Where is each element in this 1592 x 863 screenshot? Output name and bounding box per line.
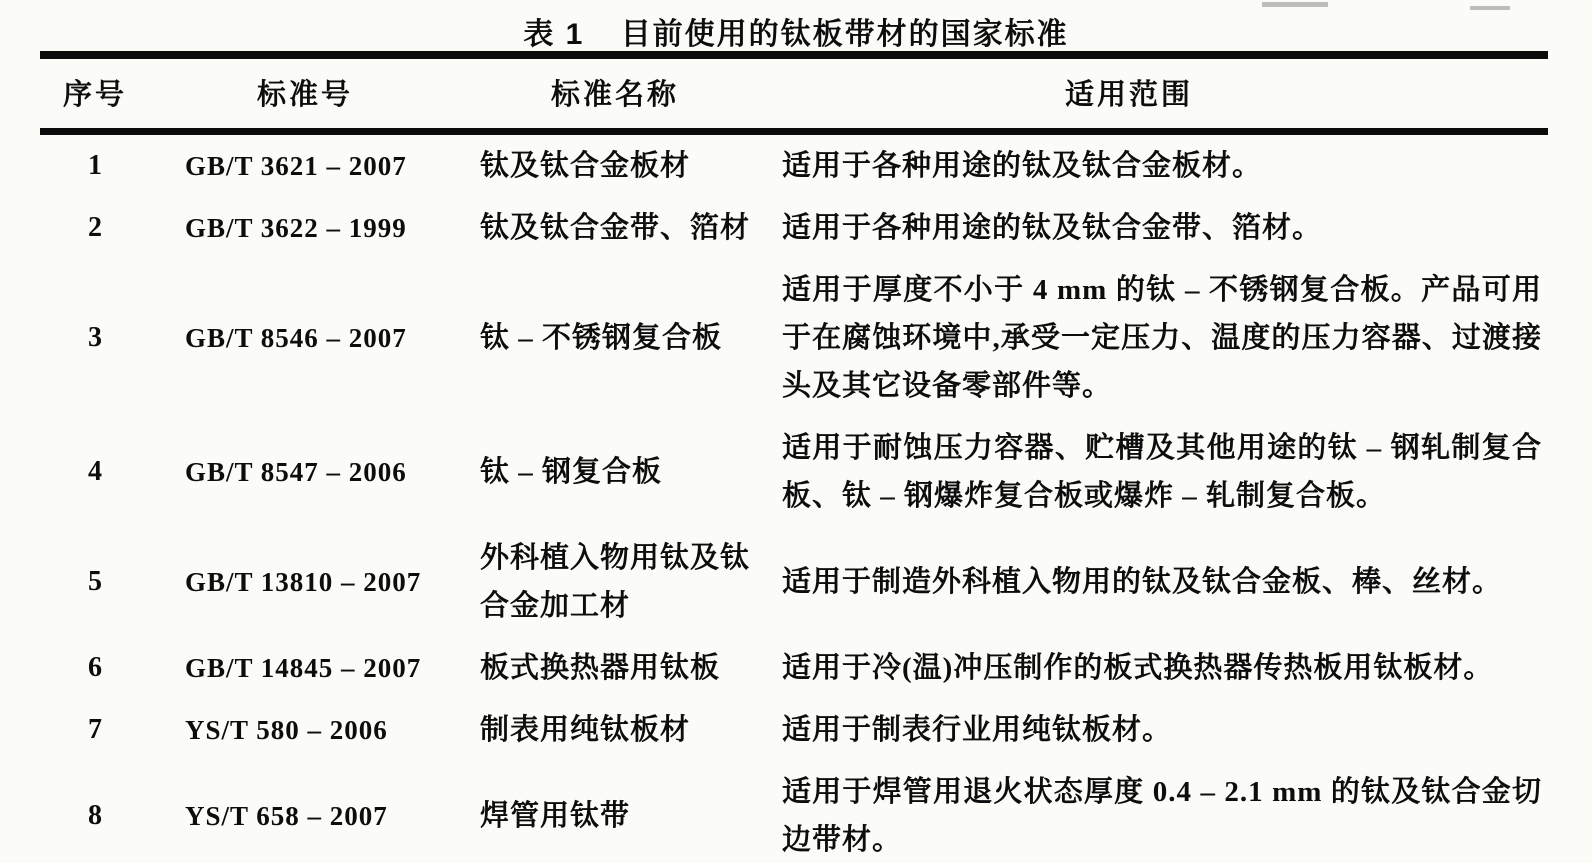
table-caption-label: 表 1 [523,18,585,51]
table-row [40,761,1548,863]
application-scope: 适用于耐蚀压力容器、贮槽及其他用途的钛 – 钢轧制复合板、钛 – 钢爆炸复合板或爆炸 – 轧制复合板。 [782,432,1542,512]
table-row [40,132,1548,198]
table-row [40,637,1548,699]
row-index: 8 [88,800,102,831]
row-index: 6 [88,652,102,683]
standards-table [40,51,1548,863]
table-body [40,132,1548,863]
standard-name: 板式换热器用钛板 [480,652,721,684]
standard-number: YS/T 580 – 2006 [185,715,388,745]
table-row [40,699,1548,761]
column-header-standard-number: 标准号 [150,55,460,132]
standard-number: GB/T 14845 – 2007 [185,653,422,683]
standard-name: 钛及钛合金带、箔材 [480,212,751,244]
table-caption-text: 目前使用的钛板带材的国家标准 [620,18,1069,51]
scan-artifact [1470,6,1510,10]
application-scope: 适用于制造外科植入物用的钛及钛合金板、棒、丝材。 [782,566,1503,598]
row-index: 7 [88,714,102,745]
row-index: 3 [88,322,102,353]
standard-name: 焊管用钛带 [480,800,631,832]
standard-number: YS/T 658 – 2007 [185,801,388,831]
standard-number: GB/T 13810 – 2007 [185,567,422,597]
application-scope: 适用于各种用途的钛及钛合金带、箔材。 [782,212,1323,244]
row-index: 4 [88,456,102,487]
scan-artifact [1262,2,1328,7]
table-row [40,259,1548,417]
column-header-index: 序号 [40,55,150,132]
standard-number: GB/T 3622 – 1999 [185,213,407,243]
application-scope: 适用于焊管用退火状态厚度 0.4 – 2.1 mm 的钛及钛合金切边带材。 [782,776,1542,856]
standard-name: 外科植入物用钛及钛合金加工材 [480,542,751,622]
standard-name: 制表用纯钛板材 [480,714,691,746]
application-scope: 适用于冷(温)冲压制作的板式换热器传热板用钛板材。 [782,652,1494,684]
row-index: 1 [88,150,102,181]
row-index: 2 [88,212,102,243]
standard-number: GB/T 3621 – 2007 [185,151,407,181]
table-row [40,417,1548,527]
application-scope: 适用于厚度不小于 4 mm 的钛 – 不锈钢复合板。产品可用于在腐蚀环境中,承受一定压力、温度的压力容器、过渡接头及其它设备零部件等。 [782,274,1542,402]
standard-name: 钛及钛合金板材 [480,150,691,182]
standard-name: 钛 – 不锈钢复合板 [480,322,723,354]
standard-name: 钛 – 钢复合板 [480,456,663,488]
table-row [40,527,1548,637]
table-caption [0,0,1592,51]
header-row [40,55,1548,132]
table-row [40,197,1548,259]
column-header-application-scope: 适用范围 [770,55,1548,132]
standard-number: GB/T 8546 – 2007 [185,323,407,353]
application-scope: 适用于各种用途的钛及钛合金板材。 [782,150,1263,182]
row-index: 5 [88,566,102,597]
column-header-standard-name: 标准名称 [460,55,770,132]
standard-number: GB/T 8547 – 2006 [185,457,407,487]
application-scope: 适用于制表行业用纯钛板材。 [782,714,1173,746]
